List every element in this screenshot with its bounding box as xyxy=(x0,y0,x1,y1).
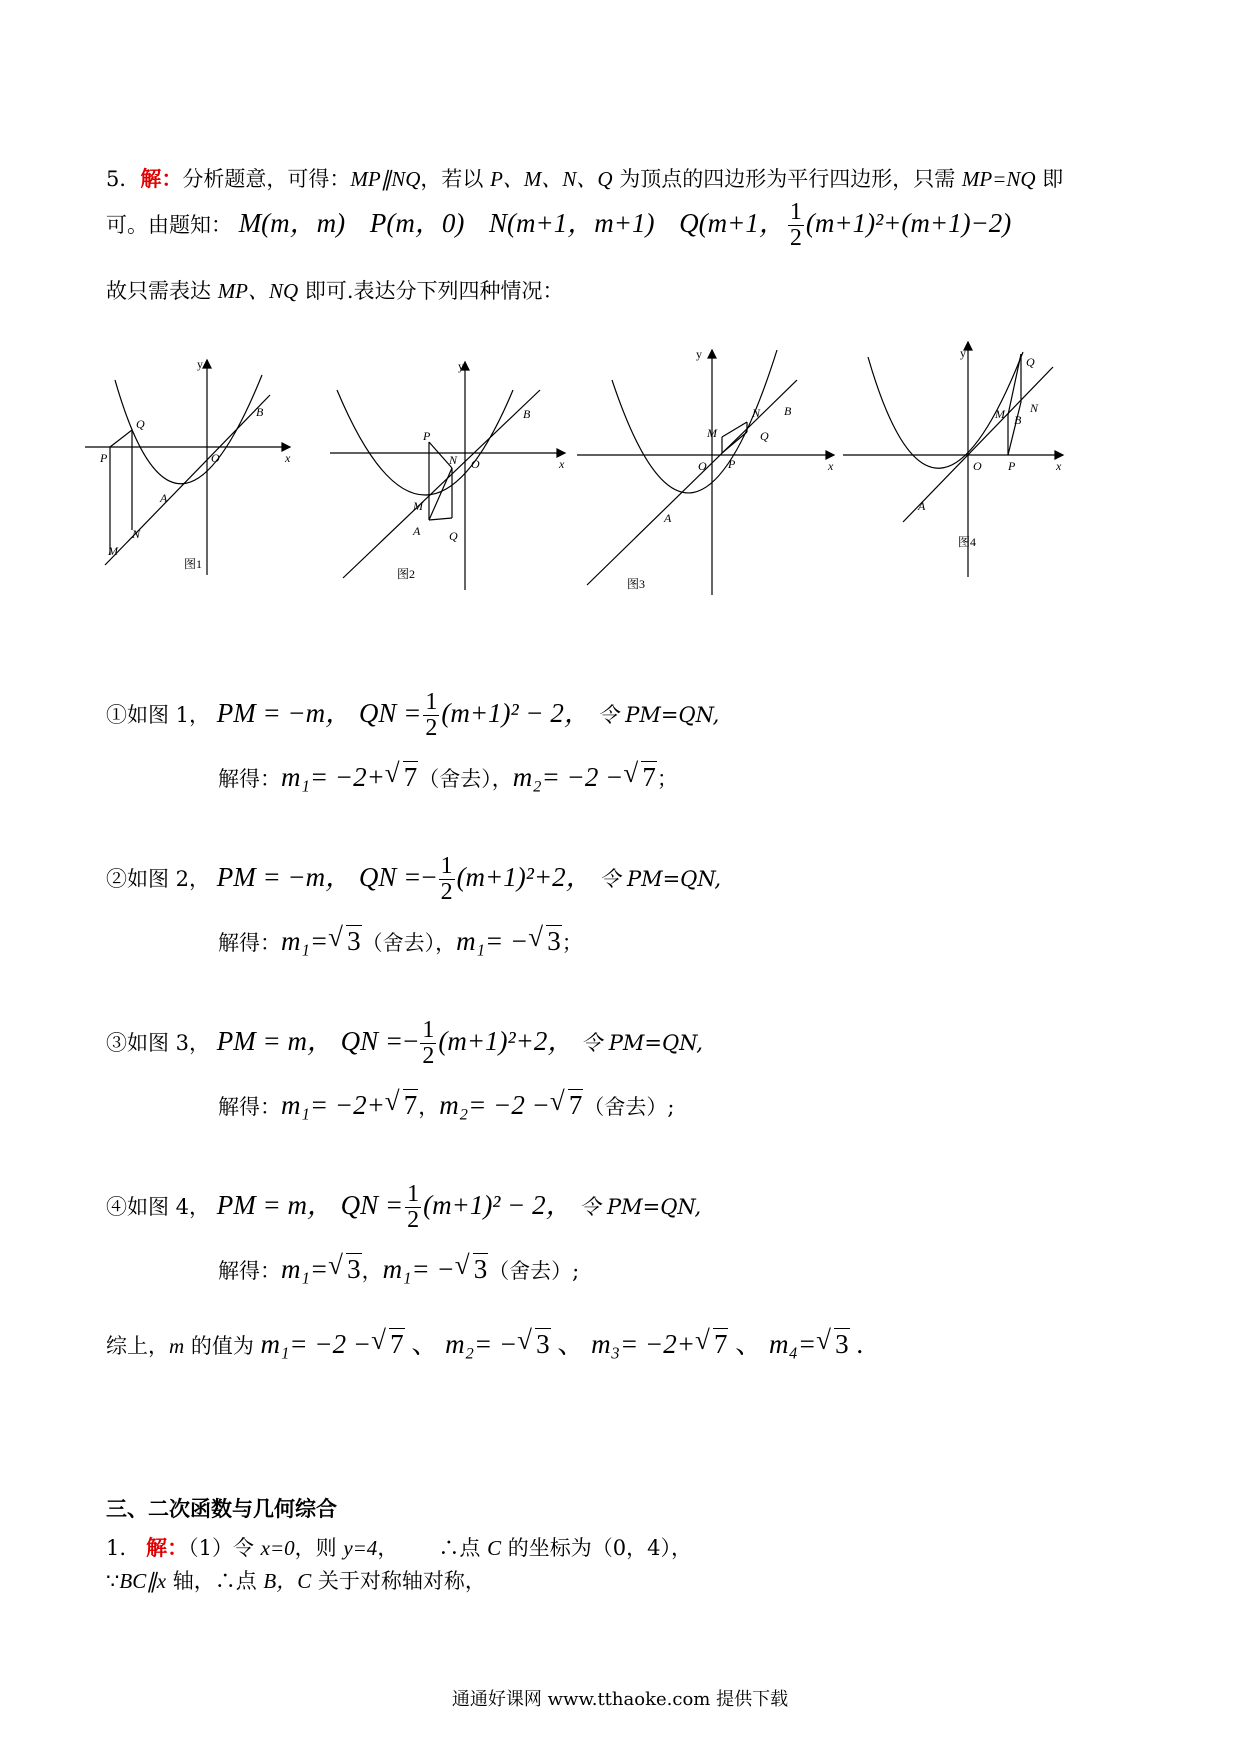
fig3-m-label: M xyxy=(707,426,717,440)
case-pm: PM = −m， xyxy=(216,861,353,892)
sol-m2 xyxy=(513,762,657,792)
case-qn-sign: − xyxy=(403,1025,419,1056)
sqrt-sign xyxy=(623,762,657,793)
summary-b: 的值为 xyxy=(184,1334,254,1358)
fig4-y-label: y xyxy=(960,346,966,360)
case-marker: ③如图 3， xyxy=(106,1030,211,1055)
case-qn-a: QN = xyxy=(340,1189,404,1220)
case-pm: PM = m， xyxy=(216,1025,334,1056)
sol-note2: （舍去）; xyxy=(488,1259,580,1283)
sqrt-sign xyxy=(328,926,362,957)
case-3-solution xyxy=(218,1090,674,1121)
fig4-b-label: B xyxy=(1014,413,1022,427)
frac-den: 2 xyxy=(407,1207,420,1234)
p5-line3-b: 即可.表达分下列四种情况： xyxy=(298,279,564,303)
case-marker: ②如图 2， xyxy=(106,866,211,891)
figure-2 xyxy=(325,350,570,595)
fig4-q-label: Q xyxy=(1026,355,1035,369)
case-ling: 令 PM=QN, xyxy=(579,1194,702,1219)
frac-den: 2 xyxy=(440,879,453,906)
sqrt-radicand: 3 xyxy=(547,926,561,956)
fig2-caption: 图2 xyxy=(397,567,416,581)
fig1-caption: 图1 xyxy=(184,557,203,571)
case-qn-b: (m+1)² − 2， xyxy=(423,1189,573,1220)
fig4-o-label: O xyxy=(973,459,982,473)
s3-p2-c: 关于对称轴对称， xyxy=(311,1569,486,1593)
sqrt-sign xyxy=(528,926,562,957)
fig2-x-label: x xyxy=(559,457,565,471)
s3-y4: y=4 xyxy=(343,1536,378,1560)
case-qn xyxy=(340,1017,575,1070)
frac-num: 1 xyxy=(407,1181,420,1207)
p-coord: P(m，0) xyxy=(369,207,465,238)
fig3-x-label: x xyxy=(828,459,834,473)
sol-m2-text: m₁= − xyxy=(382,1254,455,1284)
fig3-caption: 图3 xyxy=(627,577,646,591)
case-ling: 令 PM=QN, xyxy=(581,1030,703,1055)
frac-num: 1 xyxy=(440,853,453,879)
section3-heading-text: 三、二次函数与几何综合 xyxy=(106,1496,337,1521)
fig3-p-label: P xyxy=(728,457,736,471)
case-1-equation xyxy=(106,690,719,741)
section3-line2 xyxy=(106,1565,486,1595)
summary-v4: m₄= xyxy=(768,1329,817,1359)
fig3-b-label: B xyxy=(784,404,792,418)
sqrt-sign xyxy=(385,762,419,793)
fig4-m-label: M xyxy=(995,407,1005,421)
case-pm: PM = m， xyxy=(216,1189,334,1220)
sqrt-sign xyxy=(695,1329,729,1360)
case-qn-b: (m+1)²+2， xyxy=(438,1025,575,1056)
fig1-b-label: B xyxy=(256,405,264,419)
frac-den: 2 xyxy=(422,1043,435,1070)
sol-m1-text: m₁= −2+ xyxy=(281,762,385,792)
fig2-y-label: y xyxy=(458,359,464,373)
summary-a: 综上， xyxy=(106,1334,169,1358)
case-1-solution xyxy=(218,762,678,793)
jie-label: 解 xyxy=(140,166,162,191)
half-fraction xyxy=(439,854,455,905)
sol-note1: ， xyxy=(361,1259,383,1283)
footer: 通通好课网 www.tthaoke.com 提供下载 xyxy=(451,1689,789,1710)
summary-v1: m₁= −2 − xyxy=(260,1329,372,1359)
s3-a: （1）令 xyxy=(188,1536,261,1560)
case-4-equation xyxy=(106,1182,701,1233)
s3-BC: B，C xyxy=(263,1569,312,1593)
fig1-o-label: O xyxy=(211,451,220,465)
sol-note1: （舍去）， xyxy=(418,767,513,791)
s3-jie: 解： xyxy=(146,1535,189,1560)
summary-line xyxy=(106,1322,863,1361)
section3-heading xyxy=(106,1493,337,1523)
sqrt-radicand: 3 xyxy=(347,1254,361,1284)
summary-values xyxy=(261,1329,864,1359)
p5-text-a: 分析题意，可得： xyxy=(182,167,351,191)
case-qn-a: QN = xyxy=(358,697,422,728)
fig3-o-label: O xyxy=(698,459,707,473)
q-coord-b: (m+1)²+(m+1)−2) xyxy=(805,207,1012,238)
frac-den: 2 xyxy=(789,225,802,252)
frac-den: 2 xyxy=(425,715,438,742)
s3-because: ∵ xyxy=(106,1569,120,1593)
fig2-o-label: O xyxy=(471,457,480,471)
sqrt-sign xyxy=(328,1254,362,1285)
fig2-a-label: A xyxy=(413,524,421,538)
q-coord-a: Q(m+1， xyxy=(679,207,786,238)
sol-label: 解得： xyxy=(218,931,281,955)
sqrt-sign xyxy=(385,1090,419,1121)
n-coord: N(m+1，m+1) xyxy=(489,207,655,238)
p5-pmnq: P、M、N、Q xyxy=(490,167,613,191)
case-4-solution xyxy=(218,1254,579,1285)
fig1-a-label: A xyxy=(160,491,168,505)
sol-note2: （舍去）; xyxy=(583,1095,675,1119)
half-fraction xyxy=(423,690,439,741)
s3-num: 1. xyxy=(106,1536,127,1560)
half-fraction xyxy=(788,200,804,251)
p5-text-d: 即 xyxy=(1035,167,1064,191)
case-qn-sign: − xyxy=(421,861,437,892)
figure-3 xyxy=(572,340,842,600)
sqrt-radicand: 7 xyxy=(713,1329,728,1359)
fig3-y-label: y xyxy=(696,347,702,361)
case-2-equation xyxy=(106,854,721,905)
section3-line1 xyxy=(106,1532,692,1562)
summary-v2: m₂= − xyxy=(445,1329,518,1359)
fig3-a-label: A xyxy=(664,511,672,525)
case-qn xyxy=(340,1181,573,1234)
p5-line1 xyxy=(106,163,1063,193)
fig2-m-label: M xyxy=(413,499,423,513)
case-pm: PM = −m， xyxy=(216,697,353,728)
case-qn-b: (m+1)²+2， xyxy=(456,861,593,892)
case-qn-a: QN = xyxy=(340,1025,404,1056)
case-3-equation xyxy=(106,1018,703,1069)
s3-p2-b: 轴，∴点 xyxy=(166,1569,264,1593)
sol-m1 xyxy=(281,762,418,792)
fig4-caption: 图4 xyxy=(958,535,977,549)
sqrt-radicand: 3 xyxy=(536,1329,550,1359)
p5-line2-text: 可。由题知： xyxy=(106,212,232,237)
half-fraction xyxy=(420,1018,436,1069)
fig3-n-label: N xyxy=(752,406,761,420)
case-ling: 令 PM=QN, xyxy=(599,866,722,891)
fig1-m-label: M xyxy=(108,544,118,558)
s3-C: C xyxy=(487,1536,502,1560)
p5-line3 xyxy=(106,275,564,305)
p5-text-b: ，若以 xyxy=(420,167,491,191)
sqrt-radicand: 3 xyxy=(347,926,361,956)
p5-line3-a: 故只需表达 xyxy=(106,279,218,303)
s3-b: ，则 xyxy=(294,1536,344,1560)
fig2-b-label: B xyxy=(523,407,531,421)
fig1-y-label: y xyxy=(197,357,203,371)
sol-m2 xyxy=(383,1254,489,1284)
sqrt-radicand: 7 xyxy=(403,1090,418,1120)
half-fraction xyxy=(405,1182,421,1233)
case-ling: 令 PM=QN, xyxy=(597,702,720,727)
sol-m1 xyxy=(281,1090,418,1120)
sol-note1: （舍去）， xyxy=(361,931,457,955)
q-coord xyxy=(679,199,1012,252)
case-qn xyxy=(358,689,591,742)
sqrt-radicand: 7 xyxy=(642,762,656,792)
sqrt-sign xyxy=(371,1329,405,1360)
sol-label: 解得： xyxy=(218,1095,281,1119)
sqrt-sign xyxy=(550,1090,584,1121)
frac-num: 1 xyxy=(789,199,802,225)
sol-m2-text: m₁= − xyxy=(456,926,529,956)
summary-sep3: 、 xyxy=(728,1329,763,1359)
sol-note2: ； xyxy=(561,931,583,955)
sqrt-sign xyxy=(816,1329,850,1360)
sol-m1 xyxy=(281,1254,362,1284)
frac-num: 1 xyxy=(422,1017,435,1043)
sqrt-radicand: 3 xyxy=(835,1329,849,1359)
sqrt-radicand: 3 xyxy=(473,1254,488,1284)
fig4-a-label: A xyxy=(918,499,926,513)
s3-d: ∴点 xyxy=(438,1536,488,1560)
sqrt-radicand: 7 xyxy=(390,1329,404,1359)
fig2-q-label: Q xyxy=(449,529,458,543)
s3-c: ， xyxy=(377,1536,399,1560)
fig1-p-label: P xyxy=(100,451,108,465)
fig3-q-label: Q xyxy=(760,429,769,443)
sol-m2-text: m₂= −2 − xyxy=(439,1090,550,1120)
p5-mpnq: MP、NQ xyxy=(217,279,299,303)
p5-line2 xyxy=(106,200,1011,251)
sol-m1-text: m₁= xyxy=(281,926,329,956)
sqrt-radicand: 7 xyxy=(568,1090,583,1120)
m-coord: M(m，m) xyxy=(238,207,346,238)
summary-sep1: 、 xyxy=(404,1329,439,1359)
frac-num: 1 xyxy=(425,689,438,715)
sol-m2-text: m₂= −2 − xyxy=(512,762,624,792)
figure-4 xyxy=(838,346,1068,602)
case-2-solution xyxy=(218,926,583,957)
sqrt-sign xyxy=(517,1329,551,1360)
p5-mp-eq-nq: MP=NQ xyxy=(961,167,1036,191)
jie-colon: ： xyxy=(161,166,183,191)
sol-m2 xyxy=(456,926,562,956)
s3-bc: BC∥x xyxy=(119,1569,167,1593)
case-qn xyxy=(358,853,593,906)
summary-sep2: 、 xyxy=(550,1329,585,1359)
case-marker: ①如图 1， xyxy=(106,702,211,727)
summary-end: . xyxy=(849,1329,864,1359)
case-qn-b: (m+1)² − 2， xyxy=(441,697,591,728)
sol-note2: ； xyxy=(656,767,678,791)
sol-label: 解得： xyxy=(218,1259,281,1283)
fig4-p-label: P xyxy=(1008,459,1016,473)
fig2-n-label: N xyxy=(449,453,458,467)
fig4-n-label: N xyxy=(1030,401,1039,415)
s3-e: 的坐标为（0，4）， xyxy=(501,1536,692,1560)
summary-m: m xyxy=(169,1334,185,1358)
s3-x0: x=0 xyxy=(260,1536,295,1560)
sol-label: 解得： xyxy=(218,767,281,791)
p5-text-c: 为顶点的四边形为平行四边形，只需 xyxy=(612,167,962,191)
sol-m1-text: m₁= xyxy=(281,1254,329,1284)
sol-m1 xyxy=(281,926,362,956)
case-qn-a: QN = xyxy=(358,861,422,892)
figure-1 xyxy=(80,350,300,580)
summary-v3: m₃= −2+ xyxy=(591,1329,695,1359)
fig1-x-label: x xyxy=(285,451,291,465)
sqrt-radicand: 7 xyxy=(403,762,418,792)
problem-number: 5． xyxy=(106,167,141,191)
fig1-n-label: N xyxy=(132,527,141,541)
case-marker: ④如图 4， xyxy=(106,1194,211,1219)
fig1-q-label: Q xyxy=(136,417,145,431)
sol-m2 xyxy=(439,1090,583,1120)
sol-note1: ， xyxy=(418,1095,440,1119)
fig2-p-label: P xyxy=(423,429,431,443)
sol-m1-text: m₁= −2+ xyxy=(281,1090,385,1120)
fig4-x-label: x xyxy=(1056,459,1062,473)
sqrt-sign xyxy=(455,1254,489,1285)
p5-mp-parallel: MP∥NQ xyxy=(350,167,421,191)
